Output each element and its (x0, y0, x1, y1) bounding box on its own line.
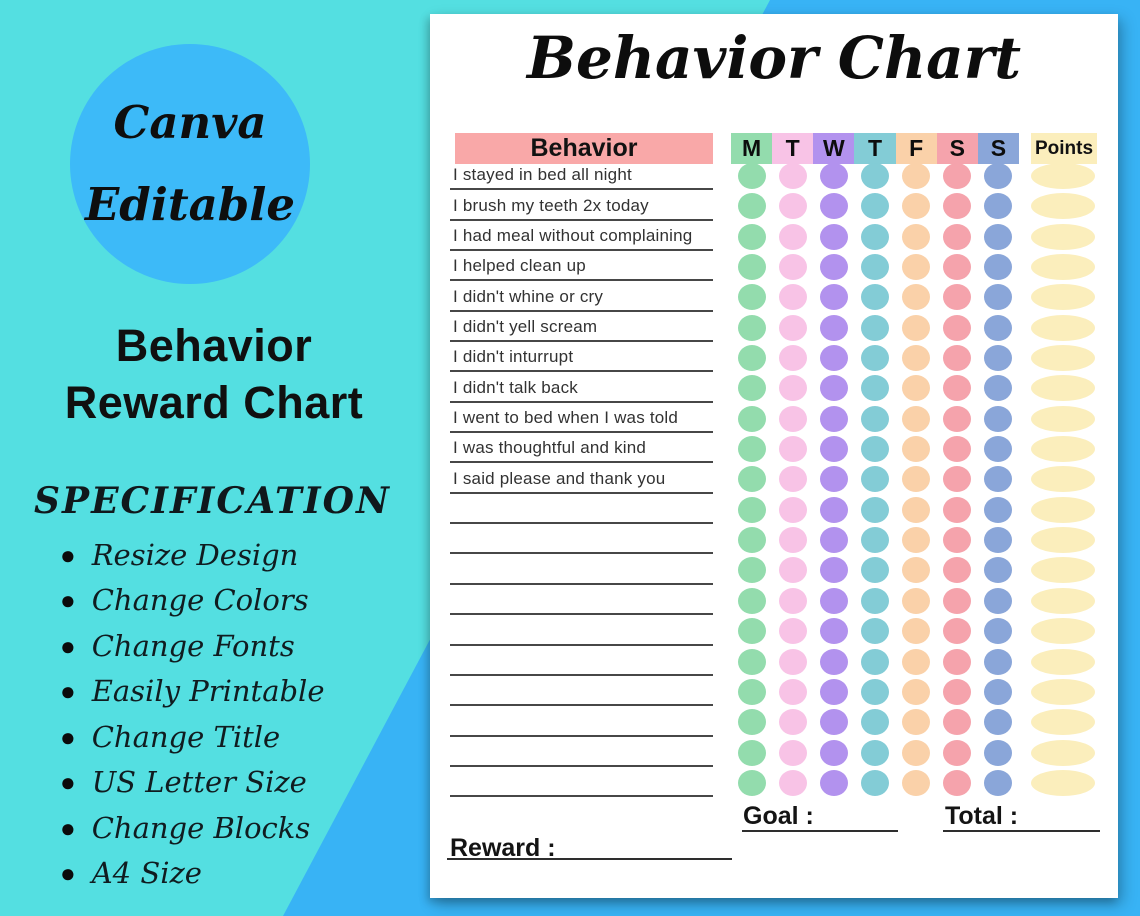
day-dot (738, 709, 766, 735)
behavior-underline (450, 795, 713, 797)
day-dot (902, 497, 930, 523)
day-dot (779, 527, 807, 553)
day-dot (738, 315, 766, 341)
behavior-label: I didn't yell scream (453, 317, 598, 337)
day-dot (984, 679, 1012, 705)
day-dot (861, 284, 889, 310)
day-dot (984, 466, 1012, 492)
day-dot (943, 588, 971, 614)
product-title-line-2: Reward Chart (64, 376, 364, 428)
day-dot (943, 345, 971, 371)
day-dot (738, 679, 766, 705)
day-dot (943, 497, 971, 523)
day-dot (779, 588, 807, 614)
blank-behavior-row (430, 767, 1118, 797)
points-pill (1031, 315, 1095, 341)
goal-blank-line (742, 830, 898, 832)
day-dot (738, 284, 766, 310)
day-dot (738, 618, 766, 644)
points-pill (1031, 466, 1095, 492)
day-dot (779, 466, 807, 492)
spec-item (60, 811, 410, 844)
day-dot (861, 557, 889, 583)
badge-line-2: Editable (85, 178, 295, 231)
behavior-row (430, 160, 1118, 190)
day-dot (902, 163, 930, 189)
day-dot (779, 709, 807, 735)
behavior-label: I brush my teeth 2x today (453, 195, 649, 215)
total-label: Total : (945, 802, 1019, 830)
day-dot (943, 254, 971, 280)
behavior-row (430, 433, 1118, 463)
spec-item (60, 720, 410, 753)
behavior-row (430, 312, 1118, 342)
day-dot (820, 254, 848, 280)
day-header-cell: F (896, 133, 937, 164)
behavior-row (430, 372, 1118, 402)
behavior-row (430, 403, 1118, 433)
day-dot (984, 345, 1012, 371)
day-dot (738, 588, 766, 614)
day-dot (779, 375, 807, 401)
day-dot (820, 709, 848, 735)
day-dot (861, 315, 889, 341)
day-dot (820, 345, 848, 371)
points-pill (1031, 679, 1095, 705)
behavior-label: I didn't talk back (453, 377, 578, 397)
bullet-icon: ● (60, 721, 76, 752)
total-blank-line (943, 830, 1100, 832)
day-dot (984, 436, 1012, 462)
blank-behavior-row (430, 554, 1118, 584)
day-dot (984, 224, 1012, 250)
day-dot (861, 254, 889, 280)
product-title (0, 318, 428, 431)
day-dot (984, 497, 1012, 523)
day-dot (902, 527, 930, 553)
day-dot (861, 193, 889, 219)
day-dot (902, 254, 930, 280)
day-dot (943, 163, 971, 189)
behavior-row (430, 281, 1118, 311)
behavior-row (430, 342, 1118, 372)
spec-item (60, 629, 410, 662)
blank-behavior-row (430, 706, 1118, 736)
badge-line-1: Canva (113, 96, 267, 150)
day-dot (902, 649, 930, 675)
day-dot (861, 436, 889, 462)
day-dot (984, 770, 1012, 796)
spec-item-label: Change Title (91, 719, 281, 754)
spec-item (60, 857, 410, 890)
day-dot (861, 709, 889, 735)
points-pill (1031, 709, 1095, 735)
points-pill (1031, 345, 1095, 371)
blank-behavior-row (430, 646, 1118, 676)
day-dot (738, 649, 766, 675)
day-dot (738, 163, 766, 189)
day-dot (820, 740, 848, 766)
day-dot (902, 345, 930, 371)
day-dot (902, 193, 930, 219)
blank-behavior-row (430, 524, 1118, 554)
day-dot (902, 679, 930, 705)
points-pill (1031, 163, 1095, 189)
points-column-header: Points (1031, 133, 1097, 164)
day-dot (779, 406, 807, 432)
day-dot (902, 315, 930, 341)
day-dot (943, 649, 971, 675)
day-dot (902, 618, 930, 644)
bullet-icon: ● (60, 767, 76, 797)
points-pill (1031, 588, 1095, 614)
day-dot (943, 315, 971, 341)
day-dot (943, 618, 971, 644)
day-dot (984, 315, 1012, 341)
day-dot (861, 740, 889, 766)
day-dot (861, 497, 889, 523)
day-dot (984, 557, 1012, 583)
reward-blank-line (447, 858, 732, 860)
day-dot (779, 497, 807, 523)
day-header-cell: T (854, 133, 895, 164)
day-dot (779, 649, 807, 675)
day-dot (861, 375, 889, 401)
specification-heading: SPECIFICATION (34, 480, 391, 522)
spec-item-label: A4 Size (91, 856, 202, 890)
day-dot (820, 193, 848, 219)
day-dot (779, 345, 807, 371)
day-dot (902, 557, 930, 583)
day-dot (779, 557, 807, 583)
day-dot (984, 254, 1012, 280)
day-dot (779, 254, 807, 280)
day-dot (820, 284, 848, 310)
day-dot (902, 224, 930, 250)
day-dot (902, 375, 930, 401)
day-dot (861, 618, 889, 644)
day-dot (738, 557, 766, 583)
day-dot (820, 588, 848, 614)
day-dot (738, 527, 766, 553)
behavior-label: I said please and thank you (453, 468, 666, 488)
day-dot (779, 679, 807, 705)
bullet-icon: ● (60, 630, 76, 661)
blank-behavior-row (430, 585, 1118, 615)
day-dot (779, 224, 807, 250)
day-dot (902, 436, 930, 462)
specification-list (60, 538, 410, 902)
day-header-cell: S (937, 133, 978, 164)
day-dot (738, 770, 766, 796)
day-dot (861, 527, 889, 553)
day-header-cell: W (813, 133, 854, 164)
spec-item-label: Change Blocks (91, 810, 311, 845)
day-dot (820, 527, 848, 553)
day-dot (738, 740, 766, 766)
behavior-label: I helped clean up (453, 256, 586, 276)
day-dot (779, 740, 807, 766)
reward-label: Reward : (450, 834, 556, 862)
behavior-label: I went to bed when I was told (453, 408, 679, 428)
points-pill (1031, 436, 1095, 462)
day-dot (820, 497, 848, 523)
points-pill (1031, 284, 1095, 310)
bullet-icon: ● (60, 585, 76, 615)
points-pill (1031, 406, 1095, 432)
day-dot (820, 679, 848, 705)
points-pill (1031, 770, 1095, 796)
day-dot (861, 345, 889, 371)
points-pill (1031, 193, 1095, 219)
day-dot (902, 770, 930, 796)
day-dot (779, 193, 807, 219)
day-dot (861, 466, 889, 492)
day-dot (820, 406, 848, 432)
day-dot (738, 193, 766, 219)
bullet-icon: ● (60, 676, 76, 706)
day-dot (902, 709, 930, 735)
day-dot (902, 740, 930, 766)
day-dot (738, 224, 766, 250)
day-dot (779, 618, 807, 644)
day-dot (779, 163, 807, 189)
product-title-line-1: Behavior (115, 320, 313, 371)
points-pill (1031, 740, 1095, 766)
day-dot (943, 406, 971, 432)
day-dot (820, 436, 848, 462)
day-dot (943, 436, 971, 462)
spec-item (60, 766, 410, 799)
day-dot (984, 284, 1012, 310)
day-header-cell: S (978, 133, 1019, 164)
spec-item (60, 584, 410, 617)
points-pill (1031, 649, 1095, 675)
day-dot (943, 770, 971, 796)
points-pill (1031, 527, 1095, 553)
points-pill (1031, 618, 1095, 644)
day-dot (984, 740, 1012, 766)
day-dot (984, 618, 1012, 644)
day-dot (861, 588, 889, 614)
day-dot (820, 315, 848, 341)
day-dot (984, 588, 1012, 614)
behavior-column-header: Behavior (455, 133, 713, 164)
spec-item (60, 675, 410, 708)
day-dot (902, 284, 930, 310)
day-dot (902, 466, 930, 492)
goal-label: Goal : (743, 802, 814, 830)
canva-editable-badge (70, 44, 310, 284)
spec-item (60, 538, 410, 571)
day-dot (861, 224, 889, 250)
day-dot (902, 406, 930, 432)
spec-item-label: Change Fonts (91, 628, 295, 663)
day-dot (820, 466, 848, 492)
blank-behavior-row (430, 676, 1118, 706)
day-dot (943, 466, 971, 492)
chart-rows (430, 160, 1118, 797)
day-dot (820, 163, 848, 189)
day-dot (820, 375, 848, 401)
day-dot (943, 527, 971, 553)
day-dot (943, 284, 971, 310)
day-dot (820, 649, 848, 675)
day-dot (984, 375, 1012, 401)
day-dot (984, 649, 1012, 675)
spec-item-label: US Letter Size (91, 765, 307, 799)
behavior-row (430, 463, 1118, 493)
printable-page (430, 14, 1118, 898)
bullet-icon: ● (60, 539, 76, 570)
chart-title: Behavior Chart (526, 24, 1022, 92)
day-dot (943, 557, 971, 583)
day-dot (738, 466, 766, 492)
behavior-row (430, 221, 1118, 251)
day-dot (861, 679, 889, 705)
day-dot (820, 618, 848, 644)
behavior-label: I had meal without complaining (453, 226, 693, 246)
day-dot (943, 375, 971, 401)
bullet-icon: ● (60, 812, 76, 843)
points-pill (1031, 254, 1095, 280)
blank-behavior-row (430, 494, 1118, 524)
day-dot (943, 193, 971, 219)
day-dot (861, 649, 889, 675)
points-pill (1031, 497, 1095, 523)
day-dot (861, 406, 889, 432)
day-dot (779, 436, 807, 462)
behavior-label: I stayed in bed all night (453, 165, 632, 185)
bullet-icon: ● (60, 858, 76, 888)
behavior-label: I didn't whine or cry (453, 286, 604, 306)
day-dot (943, 679, 971, 705)
day-dot (861, 163, 889, 189)
day-dot (820, 770, 848, 796)
day-dot (738, 436, 766, 462)
behavior-row (430, 190, 1118, 220)
day-dot (943, 709, 971, 735)
day-dot (984, 527, 1012, 553)
day-header-cell: T (772, 133, 813, 164)
day-dot (738, 254, 766, 280)
day-dot (779, 770, 807, 796)
day-dot (779, 284, 807, 310)
day-dot (984, 193, 1012, 219)
spec-item-label: Resize Design (91, 537, 299, 572)
points-pill (1031, 557, 1095, 583)
day-dot (820, 224, 848, 250)
behavior-row (430, 251, 1118, 281)
day-dot (943, 224, 971, 250)
spec-item-label: Change Colors (91, 583, 309, 617)
day-header-cell: M (731, 133, 772, 164)
points-pill (1031, 375, 1095, 401)
day-dot (902, 588, 930, 614)
behavior-label: I was thoughtful and kind (453, 438, 647, 458)
day-dot (820, 557, 848, 583)
day-dot (738, 345, 766, 371)
day-dot (861, 770, 889, 796)
day-dot (984, 709, 1012, 735)
day-dot (943, 740, 971, 766)
behavior-label: I didn't inturrupt (453, 347, 574, 367)
points-pill (1031, 224, 1095, 250)
day-dot (738, 375, 766, 401)
day-dot (984, 406, 1012, 432)
blank-behavior-row (430, 737, 1118, 767)
day-dot (738, 406, 766, 432)
spec-item-label: Easily Printable (91, 674, 325, 708)
day-dot (984, 163, 1012, 189)
day-dot (738, 497, 766, 523)
day-dot (779, 315, 807, 341)
blank-behavior-row (430, 615, 1118, 645)
